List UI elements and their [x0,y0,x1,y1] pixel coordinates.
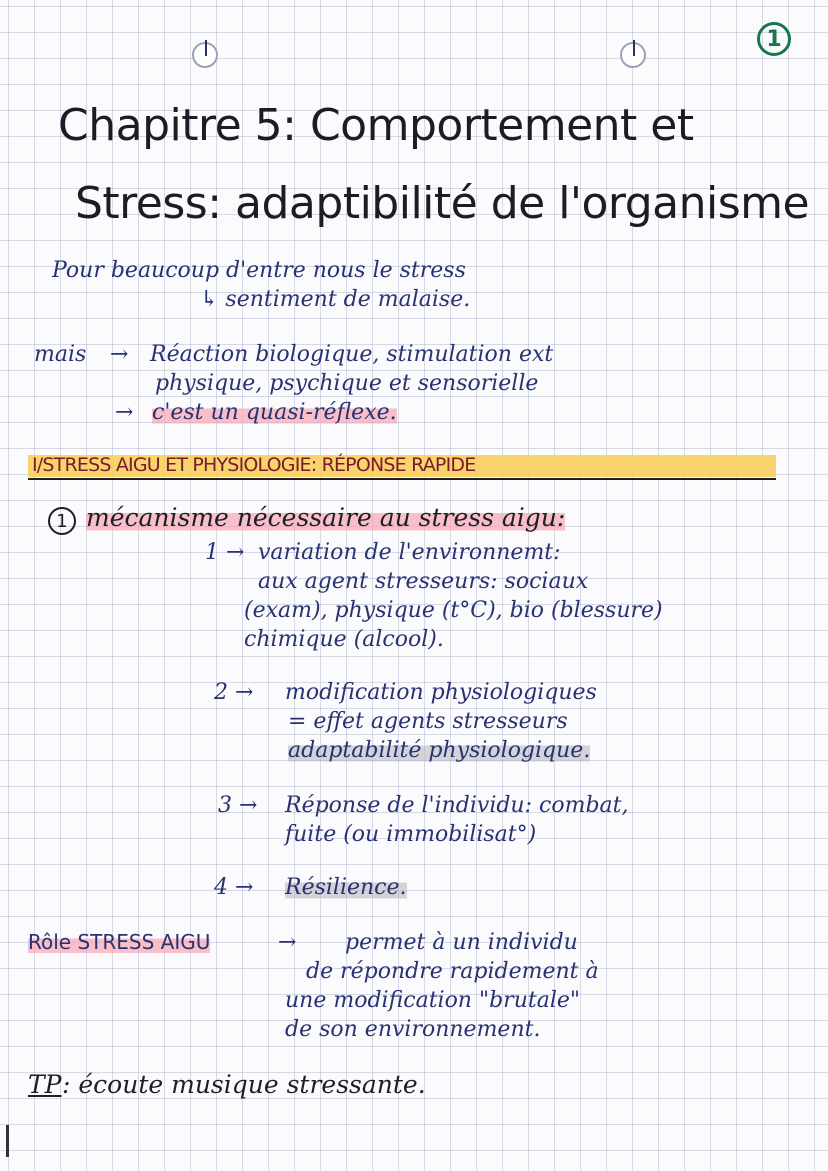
page-number-badge: 1 [757,22,791,56]
intro-line-2: ↳ sentiment de malaise. [200,287,471,312]
step-1-line-4: chimique (alcool). [244,627,444,652]
mais-label: mais [34,342,87,367]
tp-label: TP [28,1070,62,1099]
role-label: Rôle STRESS AIGU [28,930,211,954]
step-1-line-1: variation de l'environnemt: [258,540,561,565]
step-3-number: 3 → [218,793,258,818]
step-4-number: 4 → [214,875,254,900]
margin-mark [6,1125,9,1157]
role-arrow: → [278,930,297,955]
role-line-4: de son environnement. [285,1017,541,1042]
title-line-1: Chapitre 5: Comportement et [58,100,694,151]
title-line-2: Stress: adaptibilité de l'organisme [75,178,810,229]
step-3-line-1: Réponse de l'individu: combat, [285,793,629,818]
mais-arrow-1: → [110,342,129,367]
section-underline [28,478,776,480]
binder-hole-right [620,42,646,68]
mais-line-3: c'est un quasi-réflexe. [152,400,397,425]
role-line-2: de répondre rapidement à [306,959,599,984]
intro-line-1: Pour beaucoup d'entre nous le stress [52,258,466,283]
mais-line-1: Réaction biologique, stimulation ext [150,342,554,367]
step-1-line-3: (exam), physique (t°C), bio (blessure) [244,598,663,623]
role-line-1: permet à un individu [345,930,578,955]
mais-line-2: physique, psychique et sensorielle [155,371,539,396]
step-4-line-1: Résilience. [285,875,407,900]
tp-text: : écoute musique stressante. [62,1070,426,1099]
step-1-line-2: aux agent stresseurs: sociaux [258,569,589,594]
section-heading: I/STRESS AIGU ET PHYSIOLOGIE: RÉPONSE RAPIDE [32,454,476,476]
subsection-number: 1 [48,507,76,535]
step-2-number: 2 → [214,680,254,705]
mais-arrow-2: → [115,400,134,425]
role-line-3: une modification "brutale" [285,988,580,1013]
step-2-line-3: adaptabilité physiologique. [288,738,591,763]
step-2-line-1: modification physiologiques [285,680,597,705]
subsection-title: mécanisme nécessaire au stress aigu: [86,503,566,532]
step-3-line-2: fuite (ou immobilisat°) [285,822,537,847]
binder-hole-left [192,42,218,68]
step-2-line-2: = effet agents stresseurs [288,709,568,734]
step-1-number: 1 → [205,540,245,565]
